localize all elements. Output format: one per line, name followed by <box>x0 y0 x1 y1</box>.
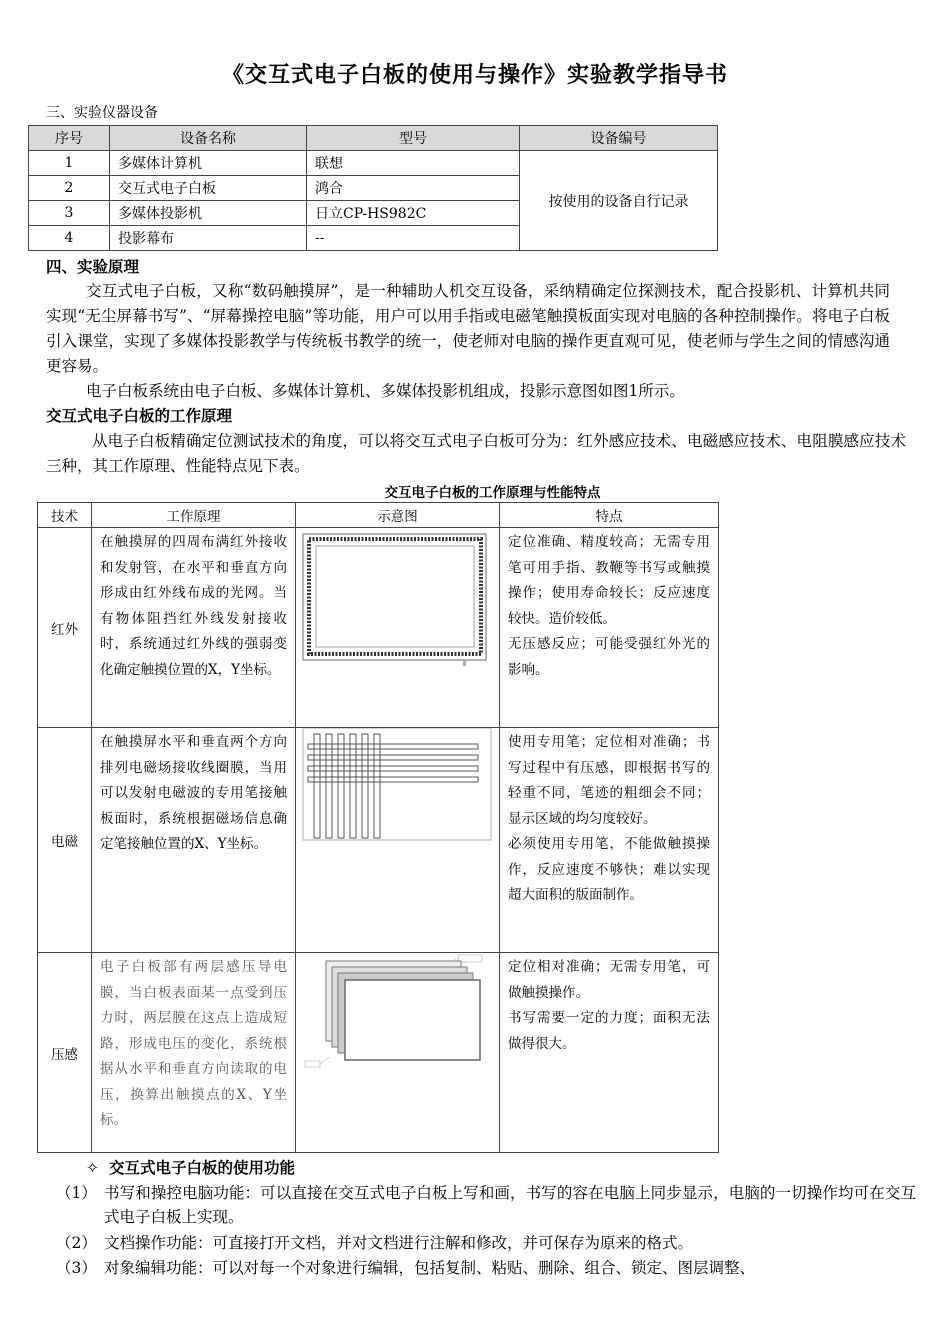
principle-text: 电子白板部有两层感压导电膜，当白板表面某一点受到压力时，两层膜在这点上造成短路，形成电压的变化，系统根据从水平和垂直方向读取的电压，换算出触摸点的X、Y坐标。 <box>100 959 287 1128</box>
cell-no: 1 <box>29 151 110 176</box>
tech-name: 电磁 <box>38 728 92 953</box>
system-paragraph: 电子白板系统由电子白板、多媒体计算机、多媒体投影机组成，投影示意图如图1所示。 <box>86 382 685 400</box>
table-caption: 交互电子白板的工作原理与性能特点 <box>384 485 601 501</box>
table-header: 特点 <box>500 503 719 528</box>
cell-model: 日立CP-HS982C <box>307 201 520 226</box>
technology-table <box>37 502 719 1153</box>
table-header: 型号 <box>307 126 520 151</box>
work-principle-heading: 交互式电子白板的工作原理 <box>46 407 233 425</box>
list-text: 对象编辑功能：可以对每一个对象进行编辑，包括复制、粘贴、删除、组合、锁定、图层调整、 <box>104 1259 756 1277</box>
cell-name: 多媒体投影机 <box>110 201 307 226</box>
table-header-row <box>38 503 719 528</box>
list-number: （1） <box>56 1184 97 1202</box>
tech-name: 压感 <box>38 953 92 1153</box>
feature-text: 书写需要一定的力度；面积无法做得很大。 <box>508 1010 710 1052</box>
diagram-cell <box>296 728 500 953</box>
cell-name: 交互式电子白板 <box>110 176 307 201</box>
feature-text: 必须使用专用笔，不能做触摸操作，反应速度不够快；难以实现超大面积的版面制作。 <box>508 836 710 903</box>
diagram-cell <box>296 528 500 728</box>
principle-cell <box>92 728 296 953</box>
equipment-table <box>28 125 718 251</box>
table-header: 示意图 <box>296 503 500 528</box>
cell-no: 3 <box>29 201 110 226</box>
features-cell <box>500 528 719 728</box>
principle-paragraph: 交互式电子白板，又称“数码触摸屏”，是一种辅助人机交互设备，采纳精确定位探测技术，配合投影机、计算机共同实现“无尘屏幕书写”、“屏幕操控电脑”等功能，用户可以用手指或电磁笔触摸板面实现对电脑的各种控制操作。将电子白板引入课堂，实现了多媒体投影教学与传统板书教学的统一，使老师对电脑的操作更直观可见，使老师与学生之间的情感沟通更容易。 <box>46 282 890 375</box>
list-item <box>56 1256 916 1280</box>
principle-text: 在触摸屏水平和垂直两个方向排列电磁场接收线圈膜，当用可以发射电磁波的专用笔接触板面时，系统根据磁场信息确定笔接触位置的X、Y坐标。 <box>100 734 287 852</box>
section4-heading: 四、实验原理 <box>46 258 140 276</box>
feature-text: 定位准确、精度较高；无需专用笔可用手指、教鞭等书写或触摸操作；使用寿命较长；反应速度较快。造价较低。 <box>508 534 710 627</box>
table-row <box>29 151 718 176</box>
cell-no: 4 <box>29 226 110 251</box>
list-item <box>56 1181 916 1229</box>
classification-paragraph: 从电子白板精确定位测试技术的角度，可以将交互式电子白板可分为：红外感应技术、电磁感应技术、电阻膜感应技术三种，其工作原理、性能特点见下表。 <box>46 432 906 475</box>
table-header: 工作原理 <box>92 503 296 528</box>
infrared-diagram <box>298 530 498 670</box>
diamond-bullet-icon: ✧ <box>86 1159 99 1177</box>
principle-text: 在触摸屏的四周布满红外接收和发射管，在水平和垂直方向形成由红外线布成的光网。当有物体阻挡红外线发射接收时，系统通过红外线的强弱变化确定触摸位置的X，Y坐标。 <box>100 534 287 678</box>
feature-text: 使用专用笔；定位相对准确；书写过程中有压感，即根据书写的轻重不同，笔迹的粗细会不同；显示区域的均匀度较好。 <box>508 734 710 827</box>
cell-name: 多媒体计算机 <box>110 151 307 176</box>
principle-cell <box>92 953 296 1153</box>
feature-text: 无压感反应；可能受强红外光的影响。 <box>508 636 710 678</box>
section3-heading: 三、实验仪器设备 <box>46 105 158 121</box>
electromagnetic-diagram <box>298 728 498 843</box>
page-title: 《交互式电子白板的使用与操作》实验教学指导书 <box>221 63 728 88</box>
cell-name: 投影幕布 <box>110 226 307 251</box>
feature-text: 定位相对准确；无需专用笔，可做触摸操作。 <box>508 959 710 1001</box>
table-header: 设备名称 <box>110 126 307 151</box>
cell-id-note: 按使用的设备自行记录 <box>520 151 718 251</box>
list-item <box>56 1231 916 1255</box>
resistive-diagram <box>298 953 498 1078</box>
cell-model: 联想 <box>307 151 520 176</box>
cell-model: -- <box>307 226 520 251</box>
table-header: 设备编号 <box>520 126 718 151</box>
features-cell <box>500 728 719 953</box>
cell-no: 2 <box>29 176 110 201</box>
principle-cell <box>92 528 296 728</box>
table-header: 技术 <box>38 503 92 528</box>
functions-heading <box>86 1156 295 1178</box>
functions-heading-text: 交互式电子白板的使用功能 <box>109 1159 296 1177</box>
cell-model: 鸿合 <box>307 176 520 201</box>
features-cell <box>500 953 719 1153</box>
table-row <box>38 728 719 953</box>
table-row <box>38 953 719 1153</box>
list-text: 书写和操控电脑功能：可以直接在交互式电子白板上写和画，书写的容在电脑上同步显示，电脑的一切操作均可在交互式电子白板上实现。 <box>104 1184 916 1226</box>
list-number: （3） <box>56 1259 97 1277</box>
list-number: （2） <box>56 1234 97 1252</box>
diagram-cell <box>296 953 500 1153</box>
list-text: 文档操作功能：可直接打开文档，并对文档进行注解和修改，并可保存为原来的格式。 <box>104 1234 694 1252</box>
table-row <box>38 528 719 728</box>
table-header-row <box>29 126 718 151</box>
table-header: 序号 <box>29 126 110 151</box>
tech-name: 红外 <box>38 528 92 728</box>
